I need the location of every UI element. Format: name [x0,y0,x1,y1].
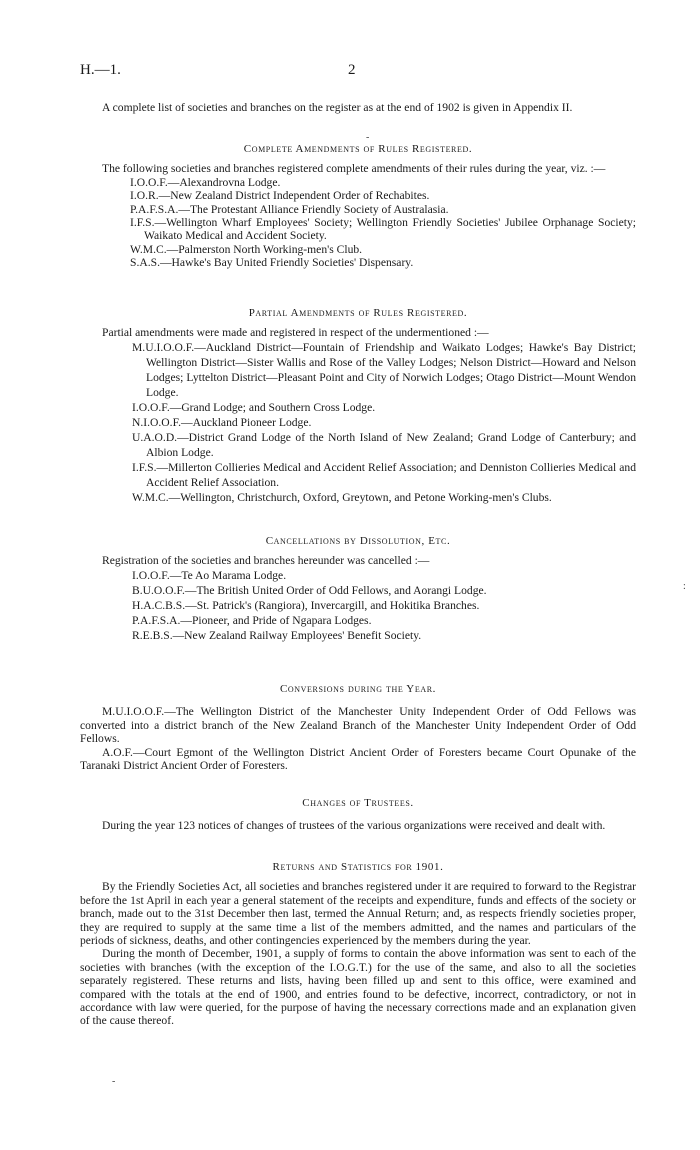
list-item: U.A.O.D.—District Grand Lodge of the North Island of New Zealand; Grand Lodge of Canterbury; and Albion Lodge. [132,430,636,459]
section-heading: Conversions during the Year. [279,683,436,695]
society-list [80,176,636,270]
intro-paragraph: A complete list of societies and branches on the register as at the end of 1902 is given in Appendix II. [102,101,573,114]
list-item: W.M.C.—Palmerston North Working-men's Club. [130,242,363,256]
paragraph: During the year 123 notices of changes of trustees of the various organizations were received and dealt with. [102,819,606,833]
returns-section [80,861,636,1028]
society-list [80,568,636,643]
list-item: I.O.O.F.—Alexandrovna Lodge. [130,175,281,189]
list-item: B.U.O.O.F.—The British United Order of Odd Fellows, and Aorangi Lodge. [132,583,487,597]
paragraph: During the month of December, 1901, a supply of forms to contain the above information was sent to each of the societies with branches (with the exception of the I.O.G.T.) for the use of the same, and also to all the societies separately registered. These returns and lists, having been filled up and sent to this office, were examined and compared with the totals at the end of 1900, and entries found to be defective, incorrect, contradictory, or not in accordance with law were queried, for the purpose of having the necessary corrections made and an explanation given of the cause thereof. [80,947,636,1028]
list-item: I.O.R.—New Zealand District Independent Order of Rechabites. [130,189,430,203]
trustees-section [80,797,636,833]
page-reference: H.—1. [80,62,121,78]
paragraph: A.O.F.—Court Egmont of the Wellington District Ancient Order of Foresters became Court Opunake of the Taranaki District Ancient Order of Foresters. [80,745,636,773]
complete-amendments-section [80,143,636,270]
list-item: S.A.S.—Hawke's Bay United Friendly Societies' Dispensary. [130,256,414,270]
intro-section [80,101,636,114]
list-item: I.F.S.—Millerton Collieries Medical and Accident Relief Association; and Denniston Collieries Medical and Accident Relief Association. [132,460,636,489]
list-item: I.F.S.—Wellington Wharf Employees' Society; Wellington Friendly Societies' Jubilee Orphanage Society; Waikato Medical and Accident Society. [130,216,636,243]
stray-mark: - [112,1076,116,1087]
list-item: M.U.I.O.O.F.—Auckland District—Fountain of Friendship and Waikato Lodges; Hawke's Bay District; Wellington District—Sister Wallis and Rose of the Valley Lodges; Nelson District—Howard and Nelson Lodges; Lyttelton District—Pleasant Point and City of Norwich Lodges; Otago District—Mount Wendon Lodge. [132,340,636,399]
list-item: P.A.F.S.A.—The Protestant Alliance Friendly Society of Australasia. [130,202,449,216]
list-item: I.O.O.F.—Te Ao Marama Lodge. [132,568,287,582]
list-item: P.A.F.S.A.—Pioneer, and Pride of Ngapara Lodges. [132,613,372,627]
cancellations-section [80,535,636,643]
section-lead: The following societies and branches registered complete amendments of their rules during the year, viz. :— [102,162,606,176]
list-item: I.O.O.F.—Grand Lodge; and Southern Cross Lodge. [132,400,376,414]
list-item: N.I.O.O.F.—Auckland Pioneer Lodge. [132,415,312,429]
society-list [80,340,636,505]
section-heading: Changes of Trustees. [302,797,414,809]
partial-amendments-section [80,307,636,505]
section-lead: Registration of the societies and branches hereunder was cancelled :— [102,554,430,568]
section-heading: Complete Amendments of Rules Registered. [243,143,473,155]
list-item: W.M.C.—Wellington, Christchurch, Oxford, Greytown, and Petone Working-men's Clubs. [132,490,552,504]
section-heading: Cancellations by Dissolution, Etc. [265,535,451,547]
section-lead: Partial amendments were made and registered in respect of the undermentioned :— [102,326,489,340]
page-number: 2 [348,62,356,78]
stray-mark: - [366,132,370,143]
margin-mark: : [683,581,686,592]
paragraph: M.U.I.O.O.F.—The Wellington District of the Manchester Unity Independent Order of Odd Fellows was converted into a district branch of the New Zealand Branch of the Manchester Unity Independent Order of Odd Fellows. [80,705,636,746]
conversions-section [80,683,636,772]
list-item: H.A.C.B.S.—St. Patrick's (Rangiora), Invercargill, and Hokitika Branches. [132,598,480,612]
paragraph: By the Friendly Societies Act, all societies and branches registered under it are required to forward to the Registrar before the 1st April in each year a general statement of the receipts and expenditure, funds and effects of the society or branch, made out to the 31st December then last, termed the Annual Return; and, as respects friendly societies proper, they are required to supply at the same time a list of the members admitted, and the names and particulars of the periods of sickness, deaths, and other contingencies experienced by the members during the year. [80,880,636,948]
section-heading: Partial Amendments of Rules Registered. [248,307,468,319]
section-heading: Returns and Statistics for 1901. [272,861,444,873]
list-item: R.E.B.S.—New Zealand Railway Employees' Benefit Society. [132,628,422,642]
